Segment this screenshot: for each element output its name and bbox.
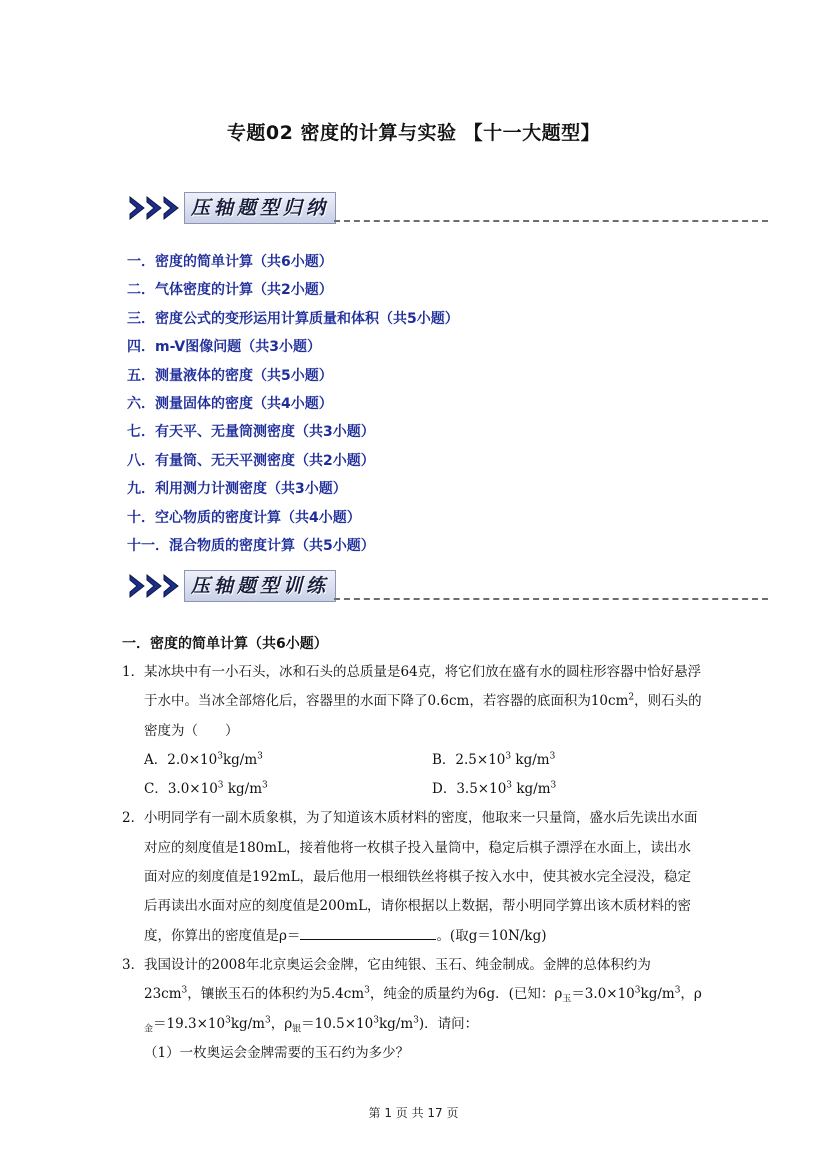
toc-item[interactable]: 十．空心物质的密度计算（共4小题）	[127, 509, 361, 526]
triple-arrow-icon	[128, 194, 186, 222]
banner-label: 压轴题型归纳	[184, 192, 336, 224]
toc-item[interactable]: 二．气体密度的计算（共2小题）	[127, 282, 333, 299]
banner-label: 压轴题型训练	[184, 570, 336, 602]
question-number: 3．	[122, 956, 145, 973]
option-c[interactable]: C．$3.0\times 10^3$ $kg/m^3$	[144, 780, 268, 798]
section-banner-training	[128, 568, 768, 604]
answer-blank[interactable]	[300, 924, 436, 940]
question-text: 某冰块中有一小石头，冰和石头的总质量是64克，将它们放在盛有水的圆柱形容器中恰好悬浮于水中。当冰全部熔化后，容器里的水面下降了0.6cm，若容器的底面积为10cm	[144, 664, 702, 710]
topic-index	[127, 248, 459, 560]
option-b[interactable]: B．$2.5\times 10^3$ $kg/m^3$	[432, 751, 556, 768]
question-text: 小明同学有一副木质象棋，为了知道该木质材料的密度，他取来一只量筒，盛水后先读出水面对应的刻度值是180mL，接着他将一枚棋子投入量筒中，稳定后棋子漂浮在水面上，读出水面对应的刻度值是192mL，最后他用一根细铁丝将棋子按入水中，使其被水完全浸没，稳定后再读出水面对应的刻度值是200mL，请你根据以上数据，帮小明同学算出该木质材料的密度，你算出的密度值是ρ＝	[144, 810, 698, 944]
question-text: 我国设计的2008年北京奥运会金牌，它由纯银、玉石、纯金制成。金牌的总体积约为23cm	[144, 956, 651, 1003]
sub-question: （1）一枚奥运会金牌需要的玉石约为多少？	[144, 1044, 410, 1061]
triple-arrow-icon	[128, 572, 186, 600]
option-d[interactable]: D．$3.5\times 10^3$ $kg/m^3$	[432, 780, 557, 798]
section-banner-summary	[128, 190, 768, 226]
dashed-divider	[334, 220, 768, 222]
option-a[interactable]: A．$2.0\times 10^3kg/m^3$	[144, 751, 263, 768]
dashed-divider	[334, 598, 768, 600]
toc-item[interactable]: 九．利用测力计测密度（共3小题）	[127, 481, 347, 498]
question-text: 。(取g＝10N/kg)	[436, 927, 547, 944]
toc-item[interactable]: 三．密度公式的变形运用计算质量和体积（共5小题）	[127, 310, 459, 327]
toc-item[interactable]: 四．m-V图像问题（共3小题）	[127, 339, 321, 356]
question-content	[122, 630, 702, 1068]
question-text: ，则石头的密度为（ ）	[144, 693, 702, 739]
toc-item[interactable]: 六．测量固体的密度（共4小题）	[127, 395, 333, 412]
toc-item[interactable]: 十一．混合物质的密度计算（共5小题）	[127, 537, 375, 554]
question-number: 2．	[122, 810, 145, 827]
answer-options	[122, 746, 702, 805]
page-title: 专题02 密度的计算与实验 【十一大题型】	[226, 122, 601, 144]
question-2	[122, 804, 702, 950]
section-heading: 一．密度的简单计算（共6小题）	[122, 636, 328, 652]
superscript: 2	[628, 692, 635, 703]
toc-item[interactable]: 五．测量液体的密度（共5小题）	[127, 367, 333, 384]
page-footer: 第 1 页 共 17 页	[368, 1106, 459, 1120]
toc-item[interactable]: 八．有量筒、无天平测密度（共2小题）	[127, 452, 375, 469]
question-3: 3． 我国设计的2008年北京奥运会金牌，它由纯银、玉石、纯金制成。金牌的总体积约为$23cm^3$，镶嵌玉石的体积约为$5.4cm^3$，纯金的质量约为6g．(已知：$\rho_玉=3.0\times 10^3kg/m^3$，$\rho_金=19.3\times 10^3kg/m^3$，$\rho_银=10.5\times 10^3kg/m^3$)．请问： （1）一枚奥运会金牌需要的玉石约为多少？	[122, 951, 702, 1068]
question-number: 1．	[122, 664, 145, 680]
question-1	[122, 658, 702, 746]
toc-item[interactable]: 一．密度的简单计算（共6小题）	[127, 254, 333, 270]
toc-item[interactable]: 七．有天平、无量筒测密度（共3小题）	[127, 424, 375, 441]
